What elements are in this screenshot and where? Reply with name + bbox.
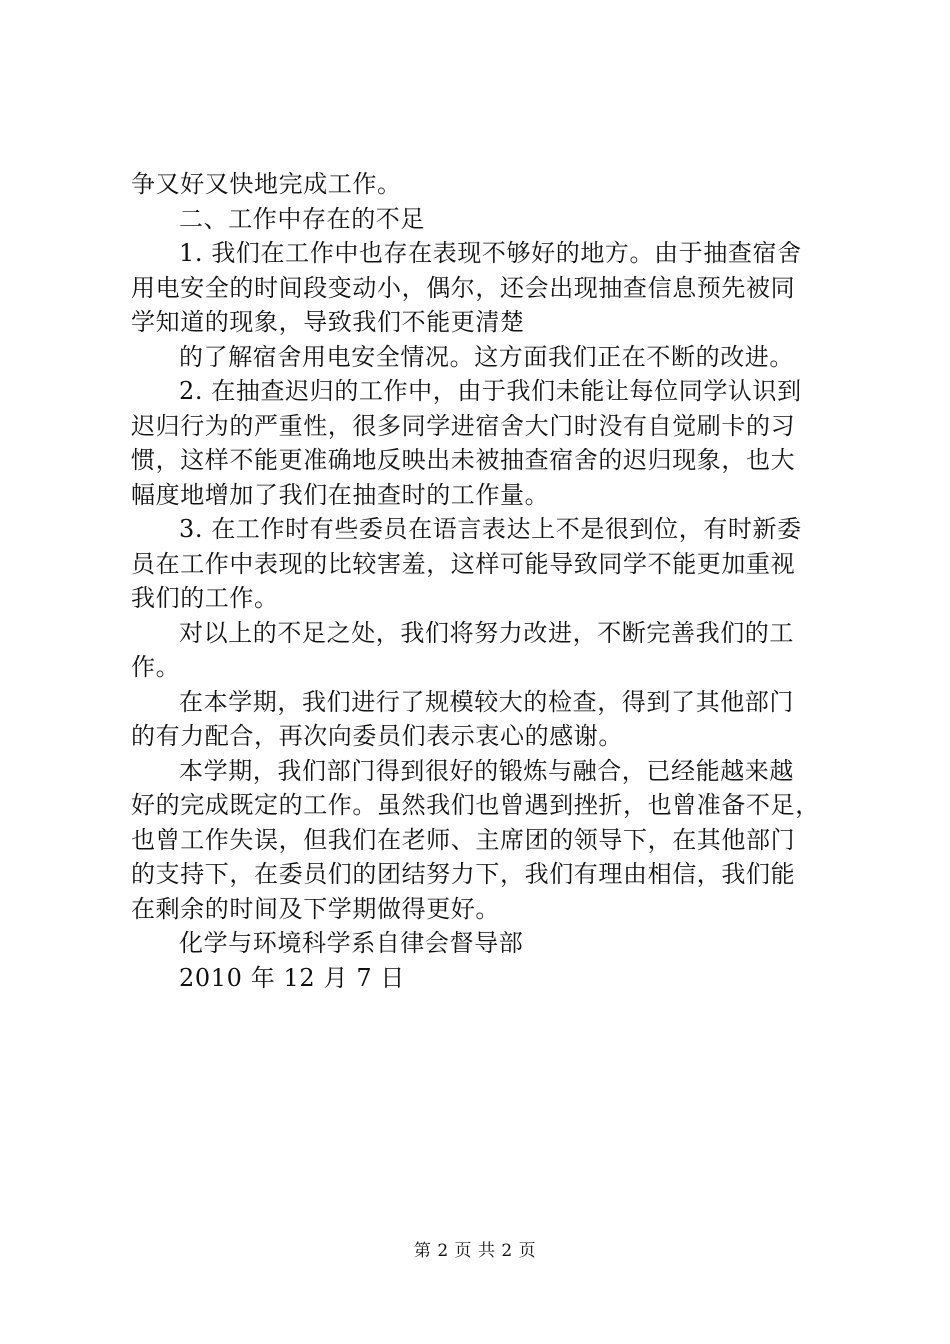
text-line: 惯，这样不能更准确地反映出未被抽查宿舍的迟归现象，也大 [131, 446, 796, 474]
text-line: 二、工作中存在的不足 [179, 204, 425, 233]
document-body [131, 167, 831, 995]
text-line: 好的完成既定的工作。虽然我们也曾遇到挫折，也曾准备不足， [131, 791, 820, 819]
text-line: 2. 在抽查迟归的工作中，由于我们未能让每位同学认识到 [179, 377, 802, 405]
text-line: 2010 年 12 月 7 日 [179, 963, 406, 992]
text-line: 化学与环境科学系自律会督导部 [179, 929, 524, 957]
text-line: 争又好又快地完成工作。 [131, 170, 402, 198]
text-line: 我们的工作。 [131, 584, 279, 612]
text-line: 在剩余的时间及下学期做得更好。 [131, 894, 500, 923]
text-line: 幅度地增加了我们在抽查时的工作量。 [131, 480, 550, 509]
text-line: 对以上的不足之处，我们将努力改进，不断完善我们的工 [179, 618, 794, 647]
text-line: 本学期，我们部门得到很好的锻炼与融合，已经能越来越 [179, 756, 794, 785]
text-line: 作。 [131, 653, 181, 681]
text-line: 1. 我们在工作中也存在表现不够好的地方。由于抽查宿舍 [179, 239, 802, 267]
text-line: 的有力配合，再次向委员们表示衷心的感谢。 [131, 722, 623, 750]
text-line: 在本学期，我们进行了规模较大的检查，得到了其他部门 [179, 687, 794, 716]
text-line: 的支持下，在委员们的团结努力下，我们有理由相信，我们能 [131, 860, 796, 888]
text-line: 学知道的现象，导致我们不能更清楚 [131, 308, 525, 336]
text-line: 迟归行为的严重性，很多同学进宿舍大门时没有自觉刷卡的习 [131, 411, 796, 440]
text-line: 也曾工作失误，但我们在老师、主席团的领导下，在其他部门 [131, 825, 796, 854]
page-footer: 第 2 页 共 2 页 [413, 1241, 537, 1261]
text-line: 3. 在工作时有些委员在语言表达上不是很到位，有时新委 [179, 515, 802, 543]
text-line: 的了解宿舍用电安全情况。这方面我们正在不断的改进。 [179, 342, 794, 371]
text-line: 员在工作中表现的比较害羞，这样可能导致同学不能更加重视 [131, 549, 796, 578]
text-line: 用电安全的时间段变动小，偶尔，还会出现抽查信息预先被同 [131, 273, 796, 302]
